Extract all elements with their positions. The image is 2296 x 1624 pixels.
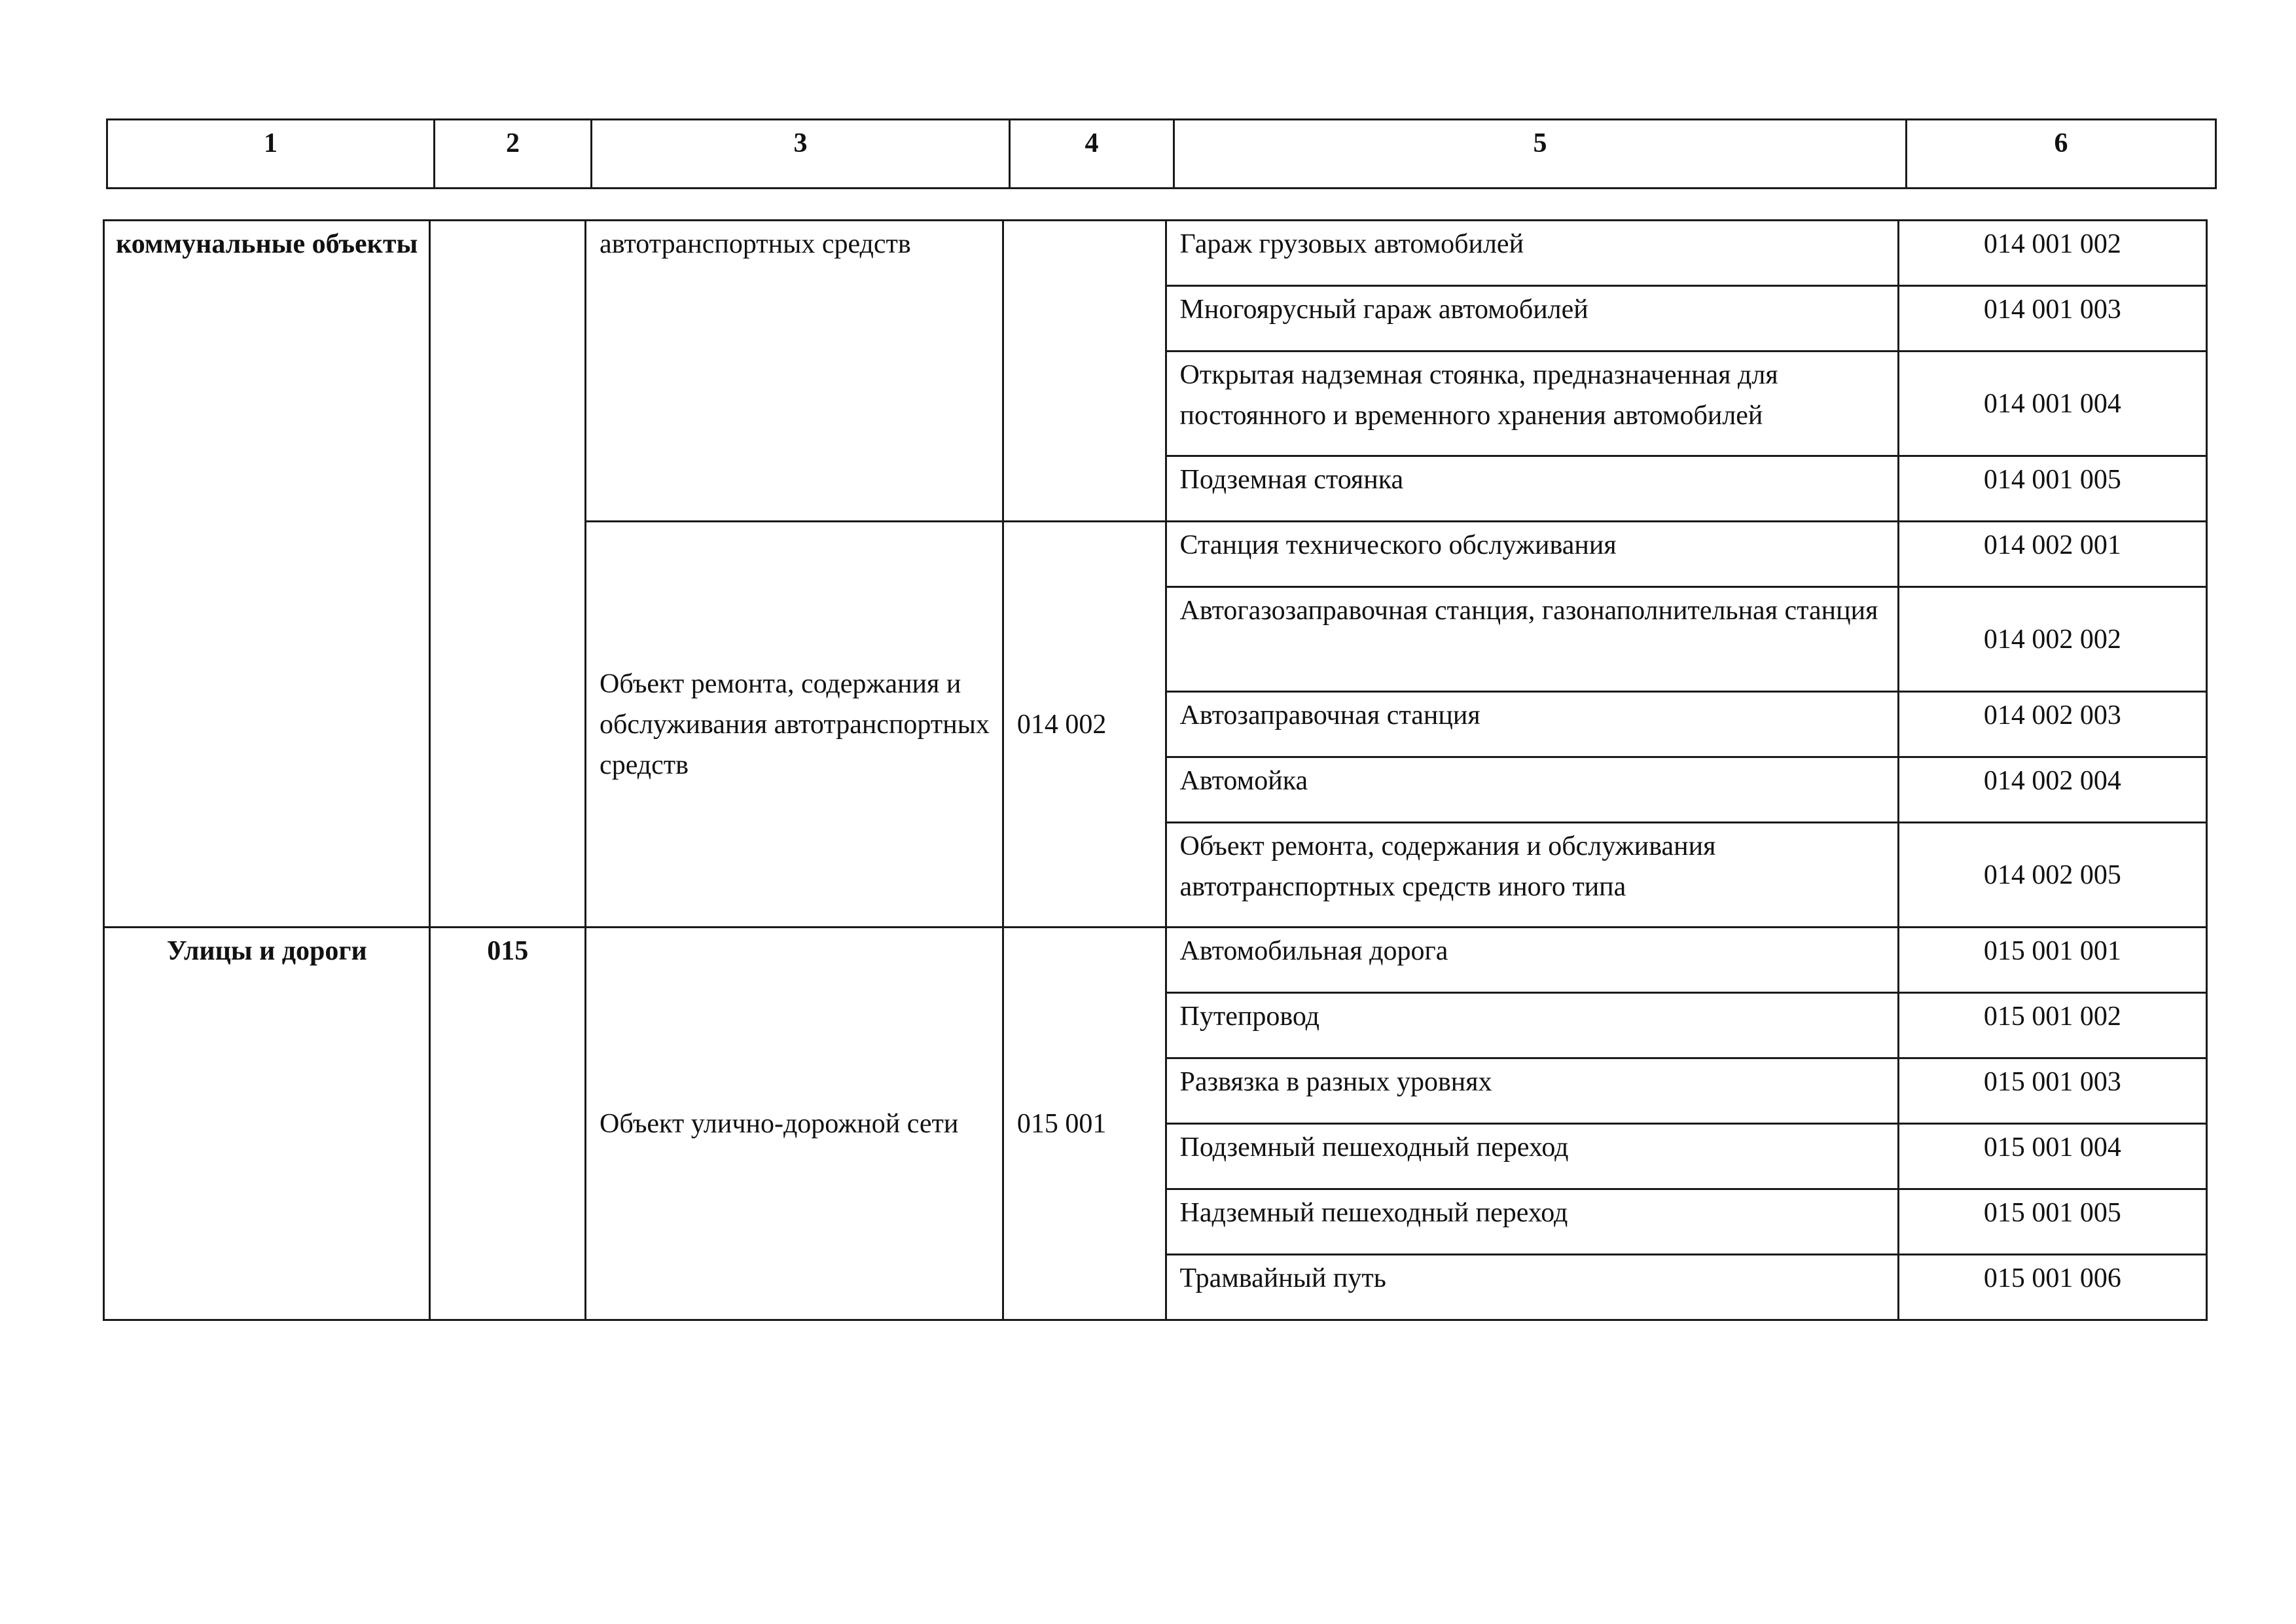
object-code: 015 001 001 xyxy=(1898,928,2206,993)
object-name: Подземная стоянка xyxy=(1166,456,1898,522)
column-number-header xyxy=(106,118,2217,189)
object-name: Трамвайный путь xyxy=(1166,1255,1898,1320)
object-name: Автомойка xyxy=(1166,757,1898,823)
subgroup-code: 014 002 xyxy=(1003,522,1166,928)
object-code: 015 001 004 xyxy=(1898,1124,2206,1189)
object-code: 015 001 005 xyxy=(1898,1189,2206,1255)
object-code: 014 001 002 xyxy=(1898,221,2206,286)
subgroup-code: 015 001 xyxy=(1003,928,1166,1320)
object-name: Путепровод xyxy=(1166,993,1898,1058)
object-code: 014 002 005 xyxy=(1898,823,2206,928)
object-code: 014 001 003 xyxy=(1898,286,2206,352)
object-code: 015 001 003 xyxy=(1898,1058,2206,1124)
object-code: 014 002 002 xyxy=(1898,587,2206,692)
object-name: Гараж грузовых автомобилей xyxy=(1166,221,1898,286)
subgroup-name: Объект улично-дорожной сети xyxy=(586,928,1003,1320)
subgroup-code xyxy=(1003,221,1166,522)
object-code: 014 001 004 xyxy=(1898,352,2206,456)
object-name: Автомобильная дорога xyxy=(1166,928,1898,993)
object-code: 014 002 001 xyxy=(1898,522,2206,587)
object-name: Подземный пешеходный переход xyxy=(1166,1124,1898,1189)
group-name: Улицы и дороги xyxy=(104,928,430,1320)
object-code: 014 001 005 xyxy=(1898,456,2206,522)
subgroup-name: автотранспортных средств xyxy=(586,221,1003,522)
object-name: Развязка в разных уровнях xyxy=(1166,1058,1898,1124)
object-code: 015 001 006 xyxy=(1898,1255,2206,1320)
column-number-2: 2 xyxy=(435,120,592,189)
object-name: Открытая надземная стоянка, предназначенная для постоянного и временного хранения автомобилей xyxy=(1166,352,1898,456)
column-number-3: 3 xyxy=(592,120,1010,189)
column-number-6: 6 xyxy=(1907,120,2216,189)
object-code: 014 002 004 xyxy=(1898,757,2206,823)
group-code xyxy=(430,221,586,928)
group-code: 015 xyxy=(430,928,586,1320)
classifier-table xyxy=(103,219,2208,1321)
object-name: Надземный пешеходный переход xyxy=(1166,1189,1898,1255)
table-row xyxy=(104,221,2207,286)
header-row xyxy=(107,120,2216,189)
table-row xyxy=(104,928,2207,993)
column-number-4: 4 xyxy=(1010,120,1174,189)
object-code: 015 001 002 xyxy=(1898,993,2206,1058)
subgroup-name: Объект ремонта, содержания и обслуживания автотранспортных средств xyxy=(586,522,1003,928)
column-number-1: 1 xyxy=(107,120,435,189)
object-name: Автозаправочная станция xyxy=(1166,692,1898,757)
object-name: Многоярусный гараж автомобилей xyxy=(1166,286,1898,352)
object-name: Объект ремонта, содержания и обслуживания автотранспортных средств иного типа xyxy=(1166,823,1898,928)
object-code: 014 002 003 xyxy=(1898,692,2206,757)
column-number-5: 5 xyxy=(1174,120,1907,189)
group-name: коммунальные объекты xyxy=(104,221,430,928)
object-name: Станция технического обслуживания xyxy=(1166,522,1898,587)
object-name: Автогазозаправочная станция, газонаполнительная станция xyxy=(1166,587,1898,692)
